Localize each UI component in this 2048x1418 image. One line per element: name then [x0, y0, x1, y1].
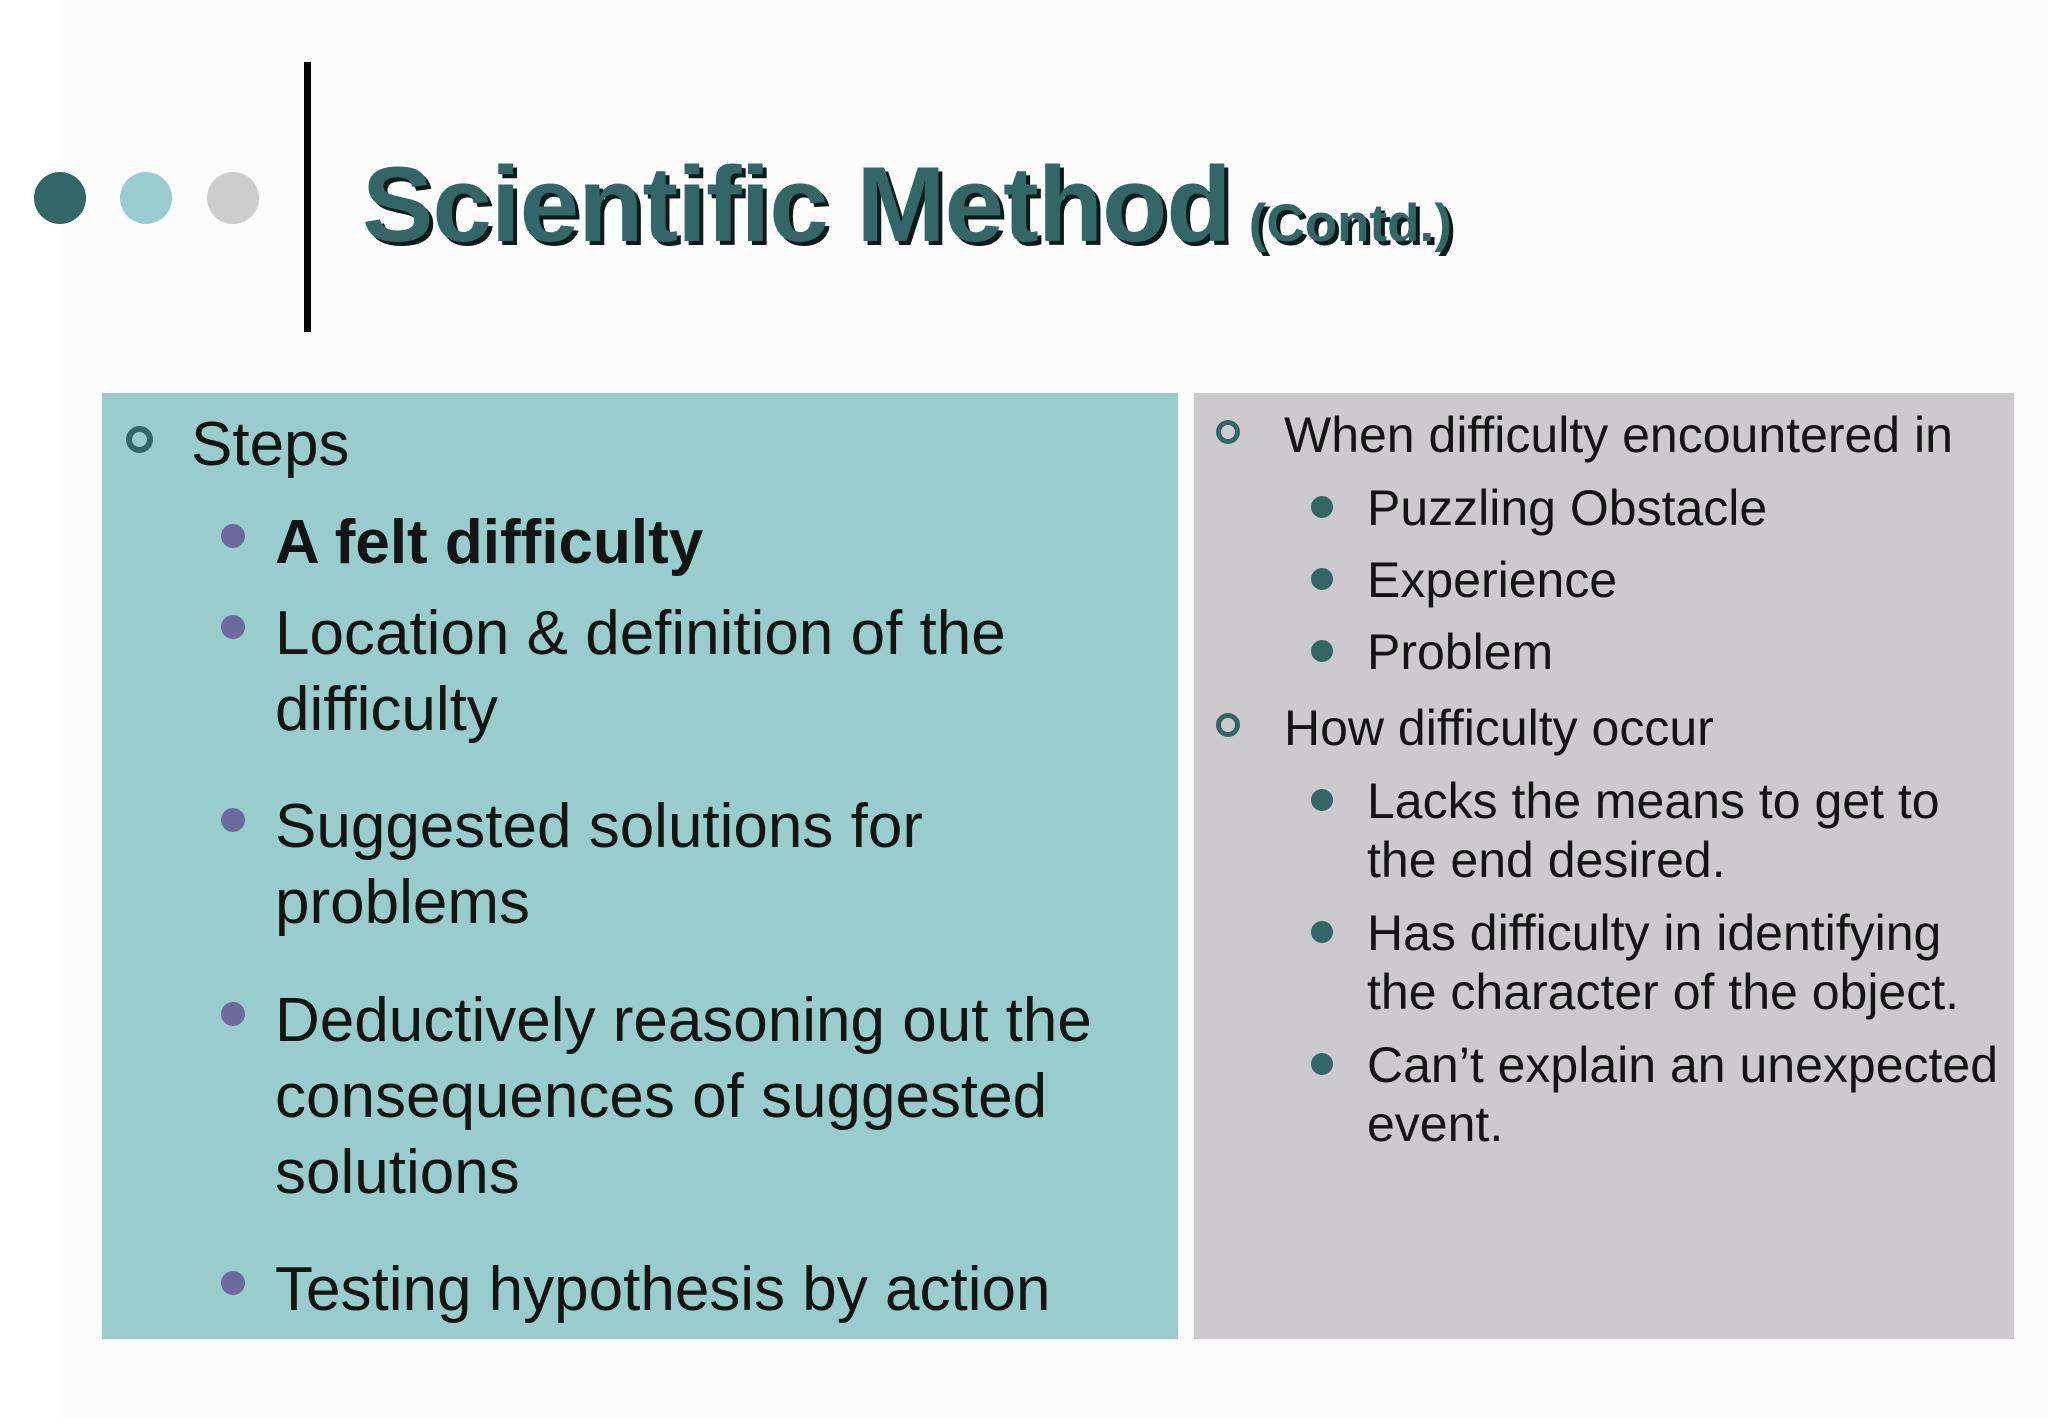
bullet-icon	[1311, 568, 1333, 590]
light-teal-dot	[120, 172, 172, 224]
difficulty-item-continued: the end desired.	[1367, 832, 1726, 888]
step-item: Deductively reasoning out the	[275, 986, 1092, 1055]
step-item-continued: consequences of suggested	[275, 1062, 1048, 1131]
ring-bullet-icon	[126, 426, 153, 453]
difficulty-item: Experience	[1367, 552, 1618, 608]
gray-dot	[207, 172, 259, 224]
step-item-continued: problems	[275, 868, 530, 937]
title-divider	[304, 62, 311, 332]
section-heading: How difficulty occur	[1284, 700, 1714, 756]
ring-bullet-icon	[1216, 713, 1240, 737]
step-item: Location & definition of the	[275, 599, 1006, 668]
bullet-icon	[1311, 921, 1333, 943]
ring-bullet-icon	[1216, 420, 1240, 444]
difficulty-item: Has difficulty in identifying	[1367, 905, 1942, 961]
bullet-icon	[1311, 640, 1333, 662]
bullet-icon	[221, 1271, 245, 1295]
step-item-continued: difficulty	[275, 675, 498, 744]
slide-title	[362, 142, 1452, 266]
bullet-icon	[1311, 1053, 1333, 1075]
section-heading: When difficulty encountered in	[1284, 407, 1953, 463]
bullet-icon	[1311, 789, 1333, 811]
title-main: Scientific Method	[362, 144, 1231, 264]
difficulty-item-continued: the character of the object.	[1367, 964, 1960, 1020]
steps-heading: Steps	[191, 410, 350, 479]
difficulty-item: Puzzling Obstacle	[1367, 480, 1768, 536]
difficulty-panel	[1194, 393, 2014, 1339]
title-subtitle: (Contd.)	[1248, 194, 1452, 253]
bullet-icon	[221, 615, 245, 639]
difficulty-item: Lacks the means to get to	[1367, 773, 1940, 829]
bullet-icon	[221, 524, 245, 548]
dark-teal-dot	[34, 172, 86, 224]
step-item: Testing hypothesis by action	[275, 1255, 1051, 1324]
difficulty-item: Can’t explain an unexpected	[1367, 1037, 1999, 1093]
bullet-icon	[221, 808, 245, 832]
steps-panel	[102, 393, 1178, 1339]
step-item: A felt difficulty	[275, 508, 704, 577]
bullet-icon	[1311, 496, 1333, 518]
bullet-icon	[221, 1002, 245, 1026]
difficulty-item: Problem	[1367, 624, 1554, 680]
step-item-continued: solutions	[275, 1138, 520, 1207]
difficulty-item-continued: event.	[1367, 1096, 1504, 1152]
step-item: Suggested solutions for	[275, 792, 923, 861]
